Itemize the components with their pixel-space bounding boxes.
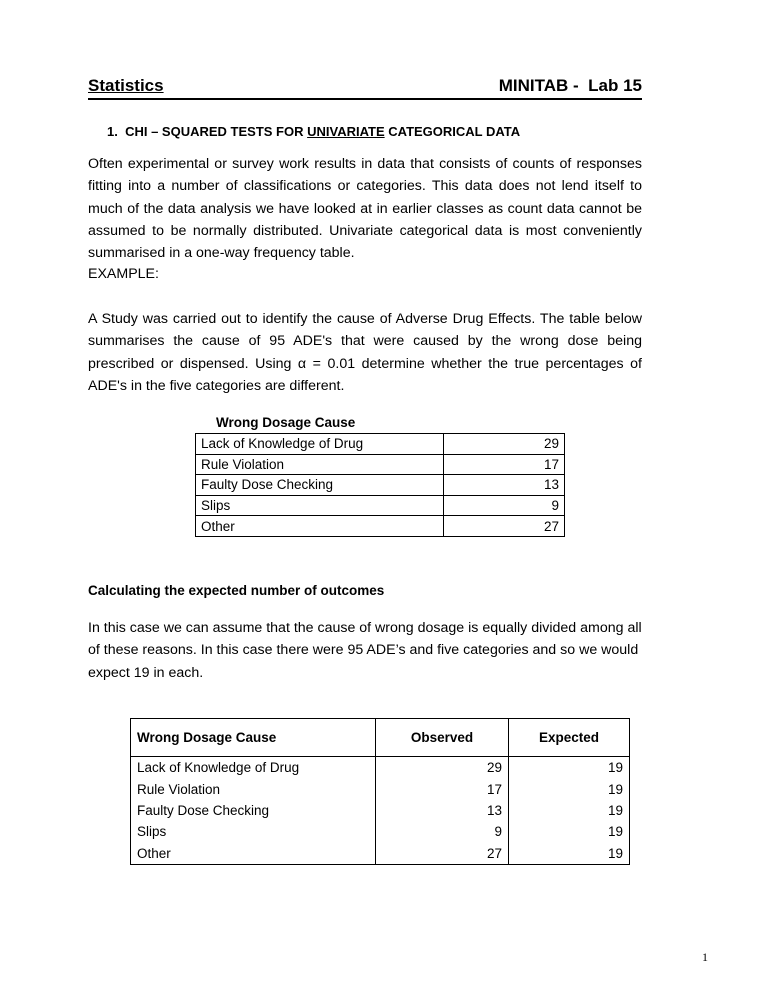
table-row [196, 475, 565, 496]
cause-cell: Faulty Dose Checking [196, 475, 444, 496]
expected-cell: 19 [509, 843, 630, 865]
observed-cell: 13 [376, 800, 509, 821]
table-row [131, 843, 630, 865]
cause-cell: Other [131, 843, 376, 865]
observed-table [195, 433, 565, 537]
table-row [131, 778, 630, 799]
expected-paragraph: In this case we can assume that the cause of wrong dosage is equally divided among all of these reasons. In this case there were 95 ADE’s and five categories and so we would expect 19 in each. [88, 620, 642, 681]
section-title-underlined: UNIVARIATE [307, 124, 385, 139]
count-cell: 29 [444, 434, 565, 455]
page-header [88, 76, 642, 100]
table-row [196, 454, 565, 475]
observed-expected-table [130, 718, 630, 865]
cause-cell: Lack of Knowledge of Drug [196, 434, 444, 455]
cause-cell: Rule Violation [131, 778, 376, 799]
table-row [196, 434, 565, 455]
section-title-prefix: CHI – SQUARED TESTS FOR [125, 124, 308, 139]
expected-cell: 19 [509, 821, 630, 842]
observed-cell: 27 [376, 843, 509, 865]
example-paragraph: A Study was carried out to identify the cause of Adverse Drug Effects. The table below summarises the cause of 95 ADE's that were caused by the wrong dose being prescribed or dispensed. Using α = 0.01 determine whether the true percentages of ADE's in the five categories are different. [88, 311, 642, 394]
table-header-row [131, 719, 630, 757]
observed-cell: 29 [376, 757, 509, 779]
cause-cell: Slips [196, 495, 444, 516]
observed-cell: 17 [376, 778, 509, 799]
cause-cell: Other [196, 516, 444, 537]
intro-paragraph: Often experimental or survey work results in data that consists of counts of responses fitting into a number of classifications or categories. This data does not lend itself to much of the data analysis we have looked at in earlier classes as count data cannot be assumed to be normally distributed. Univariate categorical data is most conveniently summarised in a one-way frequency table. [88, 156, 642, 262]
header-observed: Observed [376, 719, 509, 757]
example-label: EXAMPLE: [88, 266, 159, 282]
table-row [131, 757, 630, 779]
expected-subheading: Calculating the expected number of outcomes [88, 583, 385, 598]
expected-cell: 19 [509, 800, 630, 821]
section-number: 1. [107, 124, 118, 139]
cause-cell: Slips [131, 821, 376, 842]
cause-cell: Rule Violation [196, 454, 444, 475]
section-title-suffix: CATEGORICAL DATA [384, 124, 521, 139]
count-cell: 17 [444, 454, 565, 475]
section-heading [107, 124, 520, 139]
header-lab: MINITAB - Lab 15 [498, 76, 642, 95]
expected-cell: 19 [509, 778, 630, 799]
table-row [196, 495, 565, 516]
cause-cell: Faulty Dose Checking [131, 800, 376, 821]
table1-caption: Wrong Dosage Cause [216, 415, 356, 430]
expected-cell: 19 [509, 757, 630, 779]
cause-cell: Lack of Knowledge of Drug [131, 757, 376, 779]
header-title: Statistics [88, 76, 164, 95]
page-number: 1 [702, 950, 708, 964]
count-cell: 9 [444, 495, 565, 516]
header-expected: Expected [509, 719, 630, 757]
table-row [131, 800, 630, 821]
table-row [196, 516, 565, 537]
header-cause: Wrong Dosage Cause [131, 719, 376, 757]
count-cell: 13 [444, 475, 565, 496]
observed-cell: 9 [376, 821, 509, 842]
count-cell: 27 [444, 516, 565, 537]
table-row [131, 821, 630, 842]
